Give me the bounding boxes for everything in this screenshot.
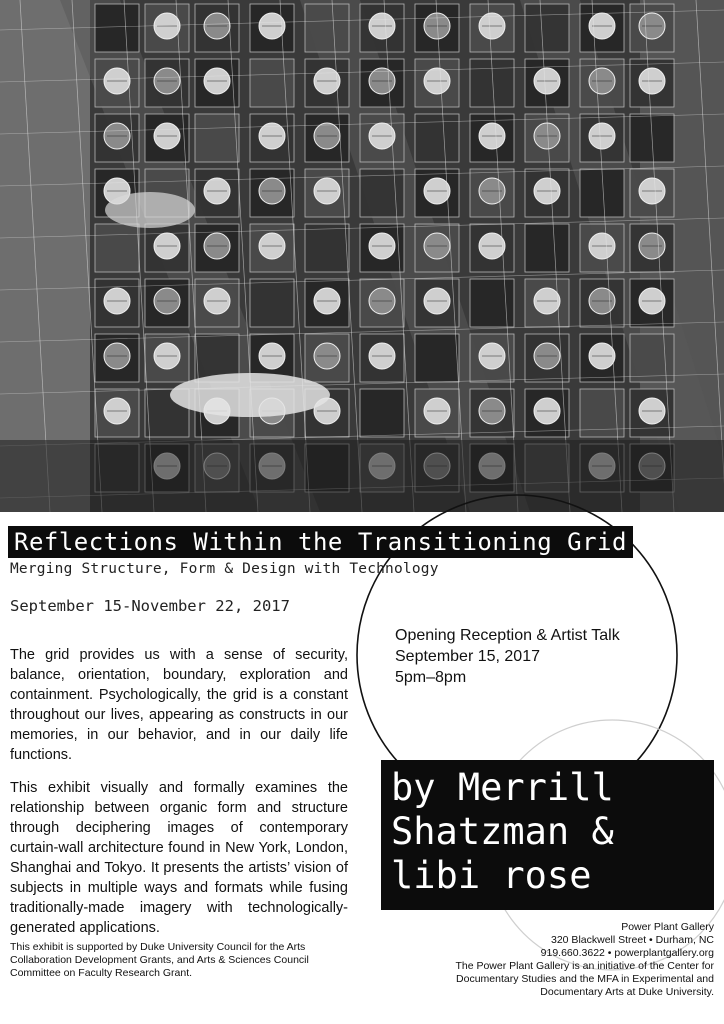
gallery-info (384, 921, 714, 999)
gallery-name: Power Plant Gallery (621, 921, 714, 933)
artists-line-1: by Merrill (391, 766, 614, 809)
gallery-note-1: The Power Plant Gallery is an initiative of the Center for (455, 960, 714, 972)
exhibit-subtitle: Merging Structure, Form & Design with Technology (10, 561, 439, 577)
reception-time: 5pm–8pm (395, 669, 467, 686)
exhibit-dates: September 15-November 22, 2017 (10, 597, 290, 615)
artists-block (381, 760, 714, 910)
description-paragraph-1: The grid provides us with a sense of security, balance, orientation, boundary, exploration and containment. Psychologically, the grid is a constant throughout our lives, appearing as constructs in our memories, in our behavior, and in our daily life functions. (10, 647, 348, 763)
gallery-note-3: Documentary Arts at Duke University. (540, 986, 714, 998)
gallery-note-2: Documentary Studies and the MFA in Experimental and (456, 973, 714, 985)
reception-info (395, 625, 620, 688)
artists-line-2: Shatzman & (391, 810, 614, 853)
exhibit-title: Reflections Within the Transitioning Grid (8, 526, 633, 558)
reception-date: September 15, 2017 (395, 648, 540, 665)
support-note: This exhibit is supported by Duke University Council for the Arts Collaboration Development Grants, and Arts & Sciences Council Committee on Faculty Research Grant. (10, 941, 309, 979)
gallery-contact: 919.660.3622 • powerplantgallery.org (540, 947, 714, 959)
artists-line-3: libi rose (391, 854, 592, 897)
reception-heading: Opening Reception & Artist Talk (395, 627, 620, 644)
gallery-address: 320 Blackwell Street • Durham, NC (551, 934, 714, 946)
description-paragraph-2: This exhibit visually and formally examines the relationship between organic form and structure through deciphering images of contemporary curtain-wall architecture found in New York, London, Shanghai and Tokyo. It presents the artists’ vision of subjects in multiple ways and formats while fusing traditionally-made imagery with technologically-generated applications. (10, 780, 348, 936)
